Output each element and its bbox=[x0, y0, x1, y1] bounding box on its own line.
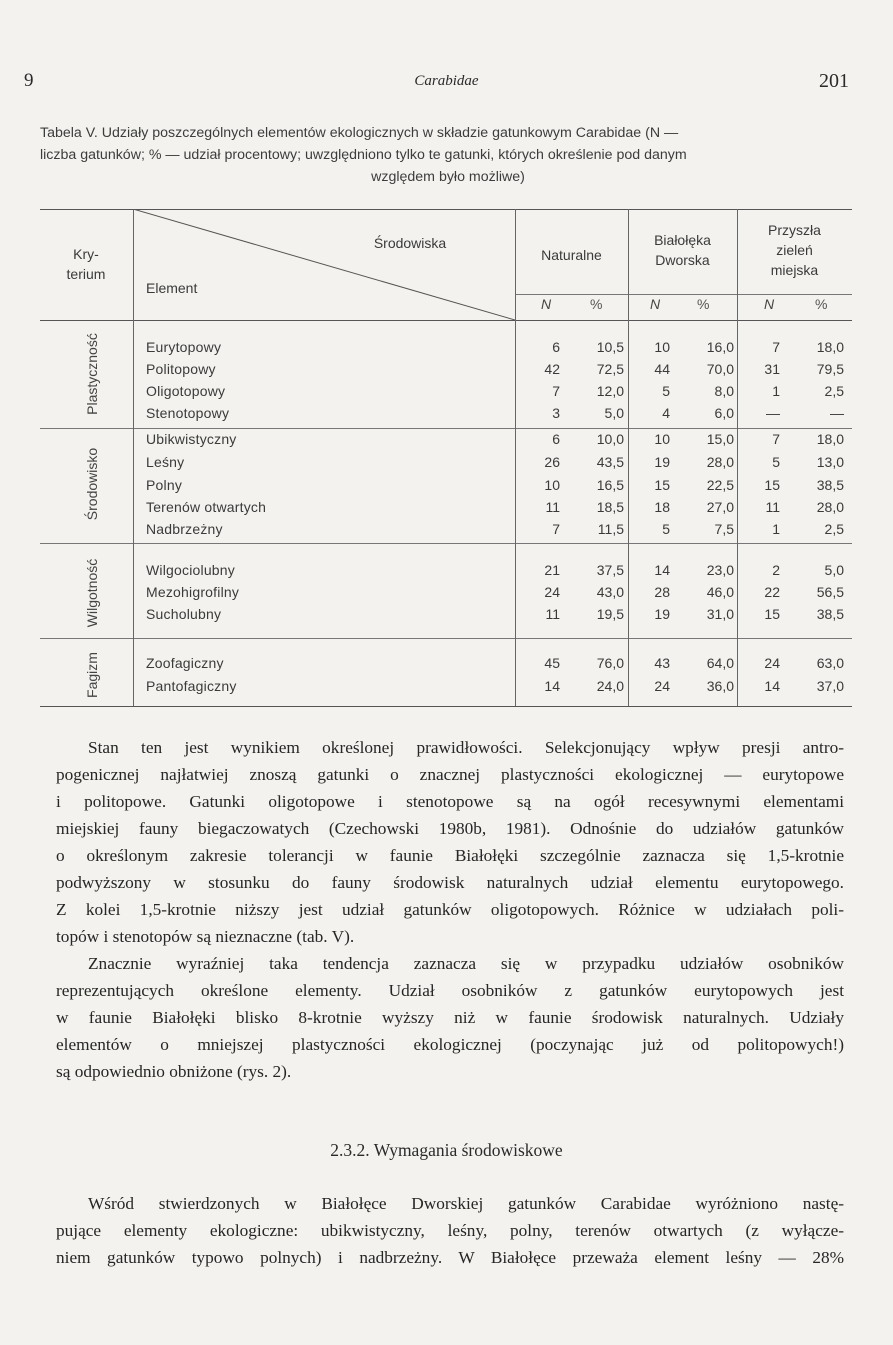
cell-natural-n: 10 bbox=[544, 477, 560, 493]
bialoleka-header-line: Białołęka bbox=[654, 232, 711, 248]
group-label: Środowisko bbox=[84, 447, 100, 521]
element-cell: Ubikwistyczny bbox=[146, 431, 237, 447]
caption-line: Tabela V. Udziały poszczególnych elementów ekologicznych w składzie gatunkowym Carabidae (N — bbox=[40, 125, 679, 141]
text-line: w faunie Białołęki blisko 8-krotnie wyższy niż w faunie środowisk naturalnych. Udziały bbox=[56, 1008, 844, 1027]
cell-future-pct: 79,5 bbox=[816, 361, 844, 377]
environments-header: Środowiska bbox=[373, 235, 447, 251]
cell-natural-n: 3 bbox=[552, 405, 560, 421]
cell-natural-n: 42 bbox=[544, 361, 560, 377]
cell-future-n: 5 bbox=[772, 454, 780, 470]
table-row bbox=[0, 474, 893, 496]
cell-bialoleka-pct: 22,5 bbox=[706, 477, 734, 493]
header-bottom-rule bbox=[40, 320, 852, 321]
cell-bialoleka-n: 19 bbox=[654, 454, 670, 470]
cell-bialoleka-pct: 27,0 bbox=[706, 499, 734, 515]
cell-bialoleka-n: 10 bbox=[654, 431, 670, 447]
table-row bbox=[0, 451, 893, 473]
table-row bbox=[0, 603, 893, 625]
table-row bbox=[0, 518, 893, 540]
cell-bialoleka-pct: 36,0 bbox=[706, 678, 734, 694]
cell-natural-n: 45 bbox=[544, 655, 560, 671]
text-line: Wśród stwierdzonych w Białołęce Dworskiej gatunków Carabidae wyróżniono nastę- bbox=[88, 1194, 844, 1213]
cell-natural-pct: 37,5 bbox=[596, 562, 624, 578]
cell-bialoleka-pct: 8,0 bbox=[714, 383, 734, 399]
cell-natural-pct: 19,5 bbox=[596, 606, 624, 622]
table-row bbox=[0, 428, 893, 450]
cell-future-pct: — bbox=[830, 405, 844, 421]
cell-future-pct: 13,0 bbox=[816, 454, 844, 470]
text-line: topów i stenotopów są nieznaczne (tab. V). bbox=[56, 927, 355, 946]
table-row bbox=[0, 652, 893, 674]
element-cell: Polny bbox=[146, 477, 183, 493]
caption-line: względem było możliwe) bbox=[371, 169, 525, 185]
element-cell: Zoofagiczny bbox=[146, 655, 224, 671]
cell-future-n: 14 bbox=[764, 678, 780, 694]
cell-bialoleka-pct: 7,5 bbox=[714, 521, 734, 537]
element-cell: Stenotopowy bbox=[146, 405, 230, 421]
cell-bialoleka-n: 24 bbox=[654, 678, 670, 694]
element-cell: Pantofagiczny bbox=[146, 678, 237, 694]
cell-future-pct: 63,0 bbox=[816, 655, 844, 671]
paragraph bbox=[56, 734, 844, 950]
table-row bbox=[0, 675, 893, 697]
page-number: 201 bbox=[819, 70, 849, 92]
cell-future-n: 15 bbox=[764, 606, 780, 622]
text-line: pogenicznej najłatwiej znoszą gatunki o znacznej plastyczności ekologicznej — eurytopowe bbox=[56, 765, 844, 784]
text-line: podwyższony w stosunku do fauny środowisk naturalnych udział elementu eurytopowego. bbox=[56, 873, 844, 892]
table-row bbox=[0, 380, 893, 402]
cell-future-n: 1 bbox=[772, 383, 780, 399]
cell-future-pct: 38,5 bbox=[816, 606, 844, 622]
cell-natural-pct: 12,0 bbox=[596, 383, 624, 399]
criterion-header-line: Kry- bbox=[73, 246, 99, 262]
cell-bialoleka-pct: 64,0 bbox=[706, 655, 734, 671]
text-line: pujące elementy ekologiczne: ubikwistyczny, leśny, polny, terenów otwartych (z wyłącze- bbox=[56, 1221, 844, 1240]
text-line: niem gatunków typowo polnych) i nadbrzeżny. W Białołęce przeważa element leśny — 28% bbox=[56, 1248, 844, 1267]
cell-bialoleka-n: 5 bbox=[662, 383, 670, 399]
cell-bialoleka-pct: 16,0 bbox=[706, 339, 734, 355]
n-subheader: N bbox=[650, 296, 661, 312]
table-row bbox=[0, 559, 893, 581]
natural-header: Naturalne bbox=[541, 247, 602, 263]
cell-bialoleka-n: 44 bbox=[654, 361, 670, 377]
header-diagonal bbox=[133, 209, 515, 320]
cell-natural-n: 21 bbox=[544, 562, 560, 578]
text-line: są odpowiednio obniżone (rys. 2). bbox=[56, 1062, 292, 1081]
element-cell: Oligotopowy bbox=[146, 383, 226, 399]
pct-subheader: % bbox=[815, 296, 828, 312]
cell-bialoleka-n: 15 bbox=[654, 477, 670, 493]
criterion-header-line: terium bbox=[66, 266, 106, 282]
cell-natural-pct: 76,0 bbox=[596, 655, 624, 671]
cell-natural-pct: 10,0 bbox=[596, 431, 624, 447]
cell-bialoleka-pct: 70,0 bbox=[706, 361, 734, 377]
cell-natural-pct: 10,5 bbox=[596, 339, 624, 355]
future-green-header-line: miejska bbox=[770, 262, 819, 278]
cell-future-pct: 5,0 bbox=[824, 562, 844, 578]
bialoleka-header-line: Dworska bbox=[655, 252, 710, 268]
cell-future-n: 22 bbox=[764, 584, 780, 600]
text-line: miejskiej fauny biegaczowatych (Czechowski 1980b, 1981). Odnośnie do udziałów gatunków bbox=[56, 819, 844, 838]
cell-natural-n: 6 bbox=[552, 339, 560, 355]
cell-natural-pct: 72,5 bbox=[596, 361, 624, 377]
element-cell: Sucholubny bbox=[146, 606, 222, 622]
cell-natural-n: 26 bbox=[544, 454, 560, 470]
cell-natural-n: 24 bbox=[544, 584, 560, 600]
n-subheader: N bbox=[541, 296, 552, 312]
group-label: Fagizm bbox=[84, 652, 100, 698]
cell-future-n: 7 bbox=[772, 339, 780, 355]
cell-natural-n: 11 bbox=[545, 499, 560, 515]
cell-natural-n: 6 bbox=[552, 431, 560, 447]
cell-future-pct: 2,5 bbox=[824, 521, 844, 537]
group-divider bbox=[40, 638, 852, 639]
paragraph bbox=[56, 950, 844, 1085]
cell-future-n: 1 bbox=[772, 521, 780, 537]
cell-bialoleka-n: 5 bbox=[662, 521, 670, 537]
cell-bialoleka-n: 19 bbox=[654, 606, 670, 622]
cell-bialoleka-n: 4 bbox=[662, 405, 670, 421]
group-divider bbox=[40, 543, 852, 544]
future-green-header-line: Przyszła bbox=[768, 222, 821, 238]
table-row bbox=[0, 358, 893, 380]
cell-natural-n: 14 bbox=[544, 678, 560, 694]
text-line: elementów o mniejszej plastyczności ekologicznej (poczynając już od politopowych!) bbox=[56, 1035, 844, 1054]
running-title: Carabidae bbox=[414, 73, 479, 89]
pct-subheader: % bbox=[697, 296, 710, 312]
element-header: Element bbox=[146, 280, 198, 296]
text-line: o określonym zakresie tolerancji w faunie Białołęki szczególnie zaznacza się 1,5-krotnie bbox=[56, 846, 844, 865]
cell-natural-n: 7 bbox=[552, 383, 560, 399]
cell-bialoleka-pct: 46,0 bbox=[706, 584, 734, 600]
table-row bbox=[0, 581, 893, 603]
page-number-left: 9 bbox=[24, 70, 34, 91]
cell-future-pct: 38,5 bbox=[816, 477, 844, 493]
cell-natural-n: 11 bbox=[545, 606, 560, 622]
group-label: Wilgotność bbox=[84, 558, 100, 628]
cell-future-pct: 37,0 bbox=[816, 678, 844, 694]
element-cell: Leśny bbox=[146, 454, 185, 470]
table-row bbox=[0, 402, 893, 424]
cell-natural-pct: 43,5 bbox=[596, 454, 624, 470]
cell-bialoleka-n: 14 bbox=[654, 562, 670, 578]
subheader-rule bbox=[515, 294, 852, 295]
cell-natural-pct: 18,5 bbox=[596, 499, 624, 515]
criterion-header bbox=[46, 244, 126, 284]
cell-future-n: 7 bbox=[772, 431, 780, 447]
cell-future-n: — bbox=[766, 405, 780, 421]
future-green-header bbox=[737, 220, 852, 280]
text-line: Z kolei 1,5-krotnie niższy jest udział gatunków oligotopowych. Różnice w udziałach poli- bbox=[56, 900, 844, 919]
n-subheader: N bbox=[764, 296, 775, 312]
group-label: Plastyczność bbox=[84, 333, 100, 415]
text-line: Znacznie wyraźniej taka tendencja zaznacza się w przypadku udziałów osobników bbox=[88, 954, 844, 973]
element-cell: Nadbrzeżny bbox=[146, 521, 223, 537]
cell-natural-pct: 11,5 bbox=[597, 521, 624, 537]
element-cell: Eurytopowy bbox=[146, 339, 222, 355]
cell-bialoleka-pct: 15,0 bbox=[706, 431, 734, 447]
cell-natural-pct: 16,5 bbox=[596, 477, 624, 493]
text-line: Stan ten jest wynikiem określonej prawidłowości. Selekcjonujący wpływ presji antro- bbox=[88, 738, 844, 757]
cell-natural-pct: 24,0 bbox=[596, 678, 624, 694]
text-line: reprezentujących określone elementy. Udział osobników z gatunków eurytopowych jest bbox=[56, 981, 844, 1000]
cell-bialoleka-n: 10 bbox=[654, 339, 670, 355]
element-cell: Mezohigrofilny bbox=[146, 584, 240, 600]
cell-bialoleka-pct: 28,0 bbox=[706, 454, 734, 470]
cell-future-pct: 18,0 bbox=[816, 339, 844, 355]
table-bottom-rule bbox=[40, 706, 852, 707]
cell-future-n: 24 bbox=[764, 655, 780, 671]
cell-bialoleka-pct: 31,0 bbox=[706, 606, 734, 622]
caption-line: liczba gatunków; % — udział procentowy; uwzględniono tylko te gatunki, których określenie pod danym bbox=[40, 147, 687, 163]
cell-future-pct: 18,0 bbox=[816, 431, 844, 447]
cell-bialoleka-n: 43 bbox=[654, 655, 670, 671]
cell-bialoleka-n: 28 bbox=[654, 584, 670, 600]
cell-future-n: 11 bbox=[765, 499, 780, 515]
cell-future-pct: 56,5 bbox=[816, 584, 844, 600]
cell-future-n: 15 bbox=[764, 477, 780, 493]
cell-natural-n: 7 bbox=[552, 521, 560, 537]
cell-future-pct: 2,5 bbox=[824, 383, 844, 399]
cell-natural-pct: 5,0 bbox=[604, 405, 624, 421]
cell-future-n: 31 bbox=[764, 361, 780, 377]
bialoleka-header bbox=[628, 230, 737, 270]
cell-future-pct: 28,0 bbox=[816, 499, 844, 515]
cell-natural-pct: 43,0 bbox=[596, 584, 624, 600]
cell-bialoleka-n: 18 bbox=[654, 499, 670, 515]
element-cell: Politopowy bbox=[146, 361, 216, 377]
element-cell: Terenów otwartych bbox=[146, 499, 267, 515]
element-cell: Wilgociolubny bbox=[146, 562, 235, 578]
cell-future-n: 2 bbox=[772, 562, 780, 578]
pct-subheader: % bbox=[590, 296, 603, 312]
paragraph bbox=[56, 1190, 844, 1271]
cell-bialoleka-pct: 6,0 bbox=[714, 405, 734, 421]
future-green-header-line: zieleń bbox=[776, 242, 813, 258]
text-line: i politopowe. Gatunki oligotopowe i stenotopowe są na ogół recesywnymi elementami bbox=[56, 792, 844, 811]
table-row bbox=[0, 336, 893, 358]
section-heading: 2.3.2. Wymagania środowiskowe bbox=[330, 1140, 563, 1160]
cell-bialoleka-pct: 23,0 bbox=[706, 562, 734, 578]
table-row bbox=[0, 496, 893, 518]
